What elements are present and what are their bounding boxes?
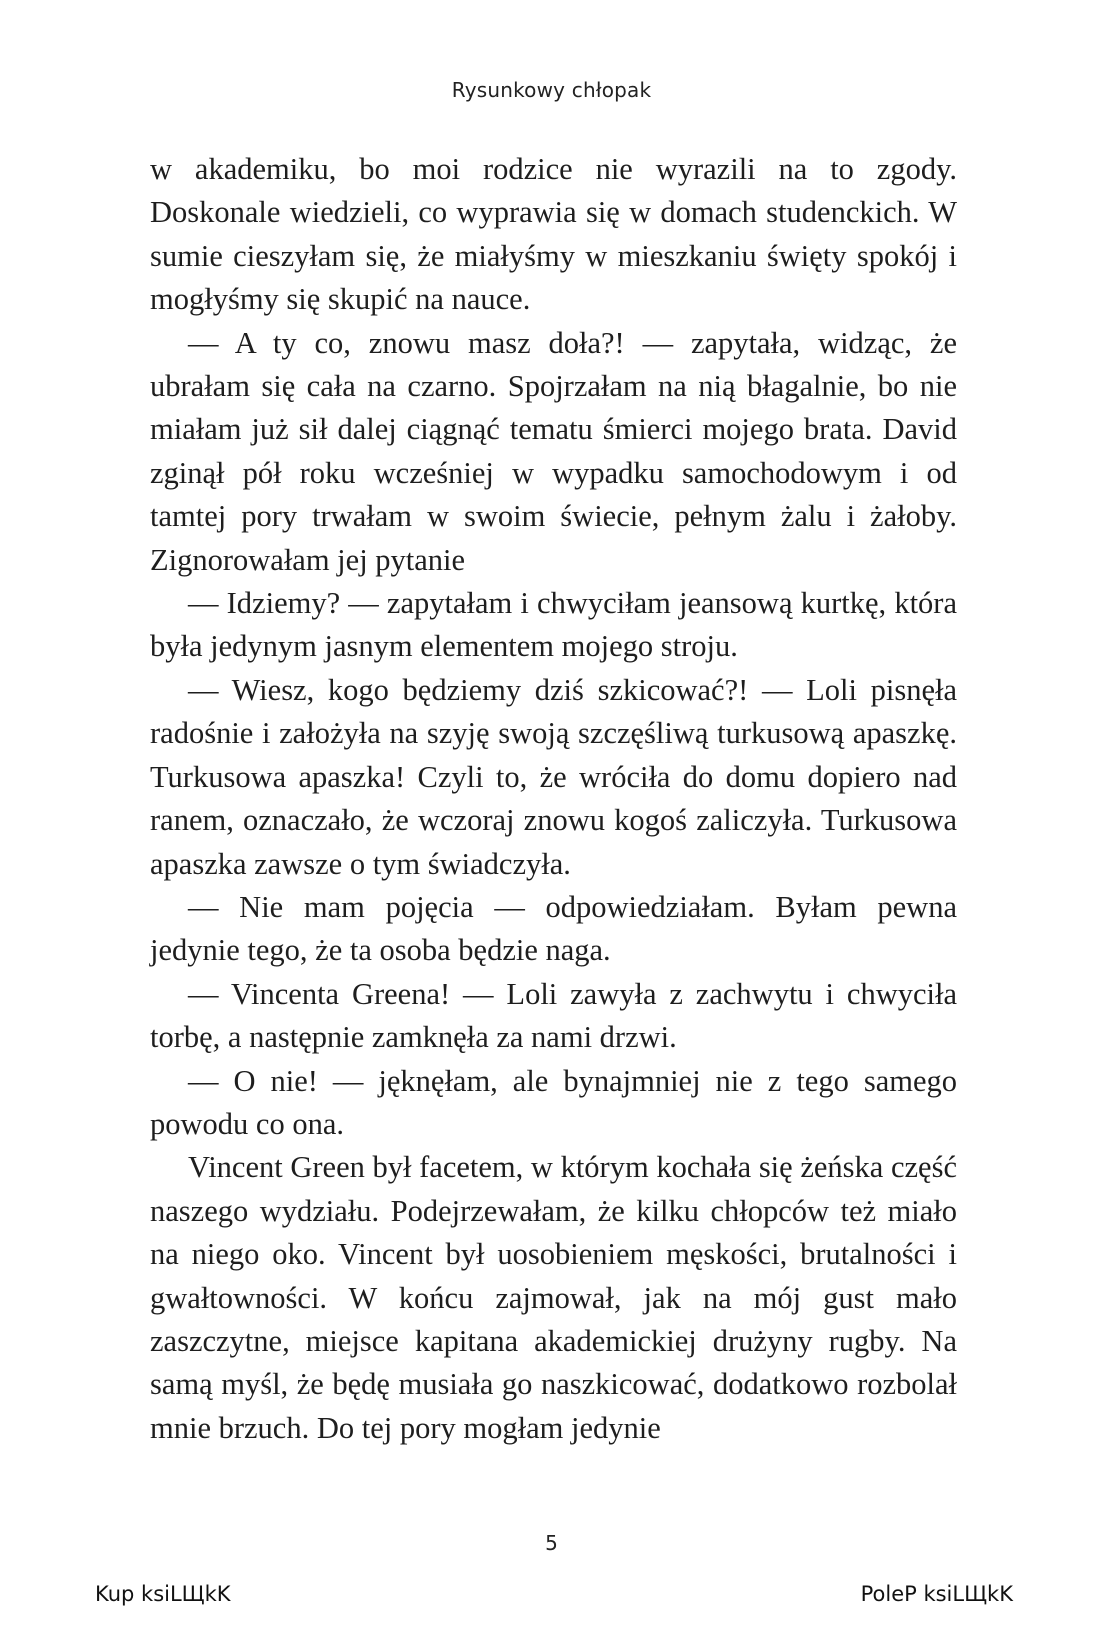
footer-buy-link[interactable]: Kup ksiLЩkK	[95, 1582, 231, 1606]
paragraph: w akademiku, bo moi rodzice nie wyrazili na to zgody. Doskonale wiedzieli, co wyprawia się w domach studenckich. W sumie cieszyłam się, że miałyśmy w mieszkaniu święty spokój i mogłyśmy się skupić na nauce.	[150, 152, 957, 317]
paragraph: — Vincenta Greena! — Loli zawyła z zachwytu i chwyciła torbę, a następnie zamknęła za nami drzwi.	[150, 976, 957, 1055]
paragraph: — Wiesz, kogo będziemy dziś szkicować?! — Loli pisnęła radośnie i założyła na szyję swoją szczęśliwą turkusową apaszkę. Turkusowa apaszka! Czyli to, że wróciła do domu dopiero nad ranem, oznaczało, że wczoraj znowu kogoś zaliczyła. Turkusowa apaszka zawsze o tym świadczyła.	[150, 672, 957, 881]
running-header: Rysunkowy chłopak	[451, 78, 652, 102]
paragraph: — Idziemy? — zapytałam i chwyciłam jeansową kurtkę, która była jedynym jasnym elementem mojego stroju.	[150, 586, 957, 664]
footer-recommend-link[interactable]: PoleP ksiLЩkK	[860, 1582, 1013, 1606]
paragraph: — A ty co, znowu masz doła?! — zapytała, widząc, że ubrałam się cała na czarno. Spojrzałam na nią błagalnie, bo nie miałam już sił dalej ciągnąć tematu śmierci mojego brata. David zginął pół roku wcześniej w wypadku samochodowym i od tamtej pory trwałam w swoim świecie, pełnym żalu i żałoby. Zignorowałam jej pytanie	[150, 325, 957, 577]
paragraph: Vincent Green był facetem, w którym kochała się żeńska część naszego wydziału. Podejrzewałam, że kilku chłopców też miało na niego oko. Vincent był uosobieniem męskości, brutalności i gwałtowności. W końcu zajmował, jak na mój gust mało zaszczytne, miejsce kapitana akademickiej drużyny rugby. Na samą myśl, że będę musiała go naszkicować, dodatkowo rozbolał mnie brzuch. Do tej pory mogłam jedynie	[150, 1150, 957, 1445]
page-number: 5	[545, 1531, 558, 1555]
paragraph: — Nie mam pojęcia — odpowiedziałam. Byłam pewna jedynie tego, że ta osoba będzie naga.	[150, 889, 957, 968]
paragraph: — O nie! — jęknęłam, ale bynajmniej nie z tego samego powodu co ona.	[150, 1063, 957, 1141]
body-text	[150, 148, 957, 1450]
